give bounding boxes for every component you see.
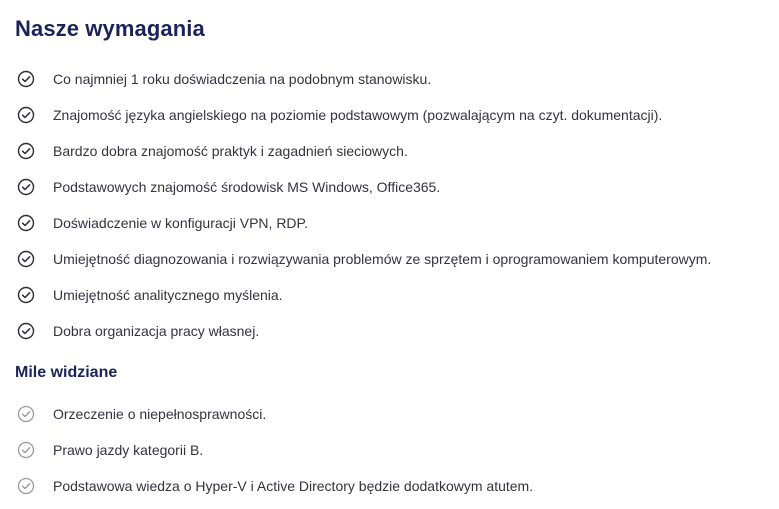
check-circle-icon bbox=[16, 249, 36, 269]
requirement-text: Dobra organizacja pracy własnej. bbox=[53, 323, 260, 339]
check-circle-icon bbox=[16, 177, 36, 197]
requirement-text: Umiejętność analitycznego myślenia. bbox=[53, 287, 283, 303]
requirement-item bbox=[15, 241, 779, 277]
check-circle-icon bbox=[16, 105, 36, 125]
nice-to-have-text: Prawo jazdy kategorii B. bbox=[53, 442, 204, 458]
check-circle-icon bbox=[16, 141, 36, 161]
nice-to-have-title: Mile widziane bbox=[15, 364, 118, 381]
requirements-title: Nasze wymagania bbox=[15, 16, 205, 41]
nice-to-have-text: Podstawowa wiedza o Hyper-V i Active Directory będzie dodatkowym atutem. bbox=[53, 478, 534, 494]
requirements-list bbox=[15, 61, 779, 349]
requirement-item bbox=[15, 313, 779, 349]
requirement-text: Doświadczenie w konfiguracji VPN, RDP. bbox=[53, 215, 308, 231]
requirement-item bbox=[15, 205, 779, 241]
nice-to-have-text: Orzeczenie o niepełnosprawności. bbox=[53, 406, 267, 422]
requirement-text: Znajomość języka angielskiego na poziomie podstawowym (pozwalającym na czyt. dokumentacji). bbox=[53, 107, 663, 123]
requirement-text: Bardzo dobra znajomość praktyk i zagadnień sieciowych. bbox=[53, 143, 408, 159]
requirement-item bbox=[15, 277, 779, 313]
check-circle-icon bbox=[16, 321, 36, 341]
check-circle-icon bbox=[16, 285, 36, 305]
requirement-text: Co najmniej 1 roku doświadczenia na podobnym stanowisku. bbox=[53, 71, 432, 87]
check-circle-icon bbox=[16, 213, 36, 233]
requirement-text: Podstawowych znajomość środowisk MS Windows, Office365. bbox=[53, 179, 441, 195]
nice-to-have-item bbox=[15, 396, 779, 432]
check-circle-muted-icon bbox=[16, 440, 36, 460]
check-circle-muted-icon bbox=[16, 404, 36, 424]
nice-to-have-item bbox=[15, 432, 779, 468]
check-circle-icon bbox=[16, 69, 36, 89]
requirement-text: Umiejętność diagnozowania i rozwiązywania problemów ze sprzętem i oprogramowaniem komputerowym. bbox=[53, 251, 712, 267]
requirement-item bbox=[15, 97, 779, 133]
nice-to-have-item bbox=[15, 468, 779, 504]
nice-to-have-list bbox=[15, 396, 779, 504]
requirement-item bbox=[15, 133, 779, 169]
check-circle-muted-icon bbox=[16, 476, 36, 496]
requirement-item bbox=[15, 61, 779, 97]
requirement-item bbox=[15, 169, 779, 205]
